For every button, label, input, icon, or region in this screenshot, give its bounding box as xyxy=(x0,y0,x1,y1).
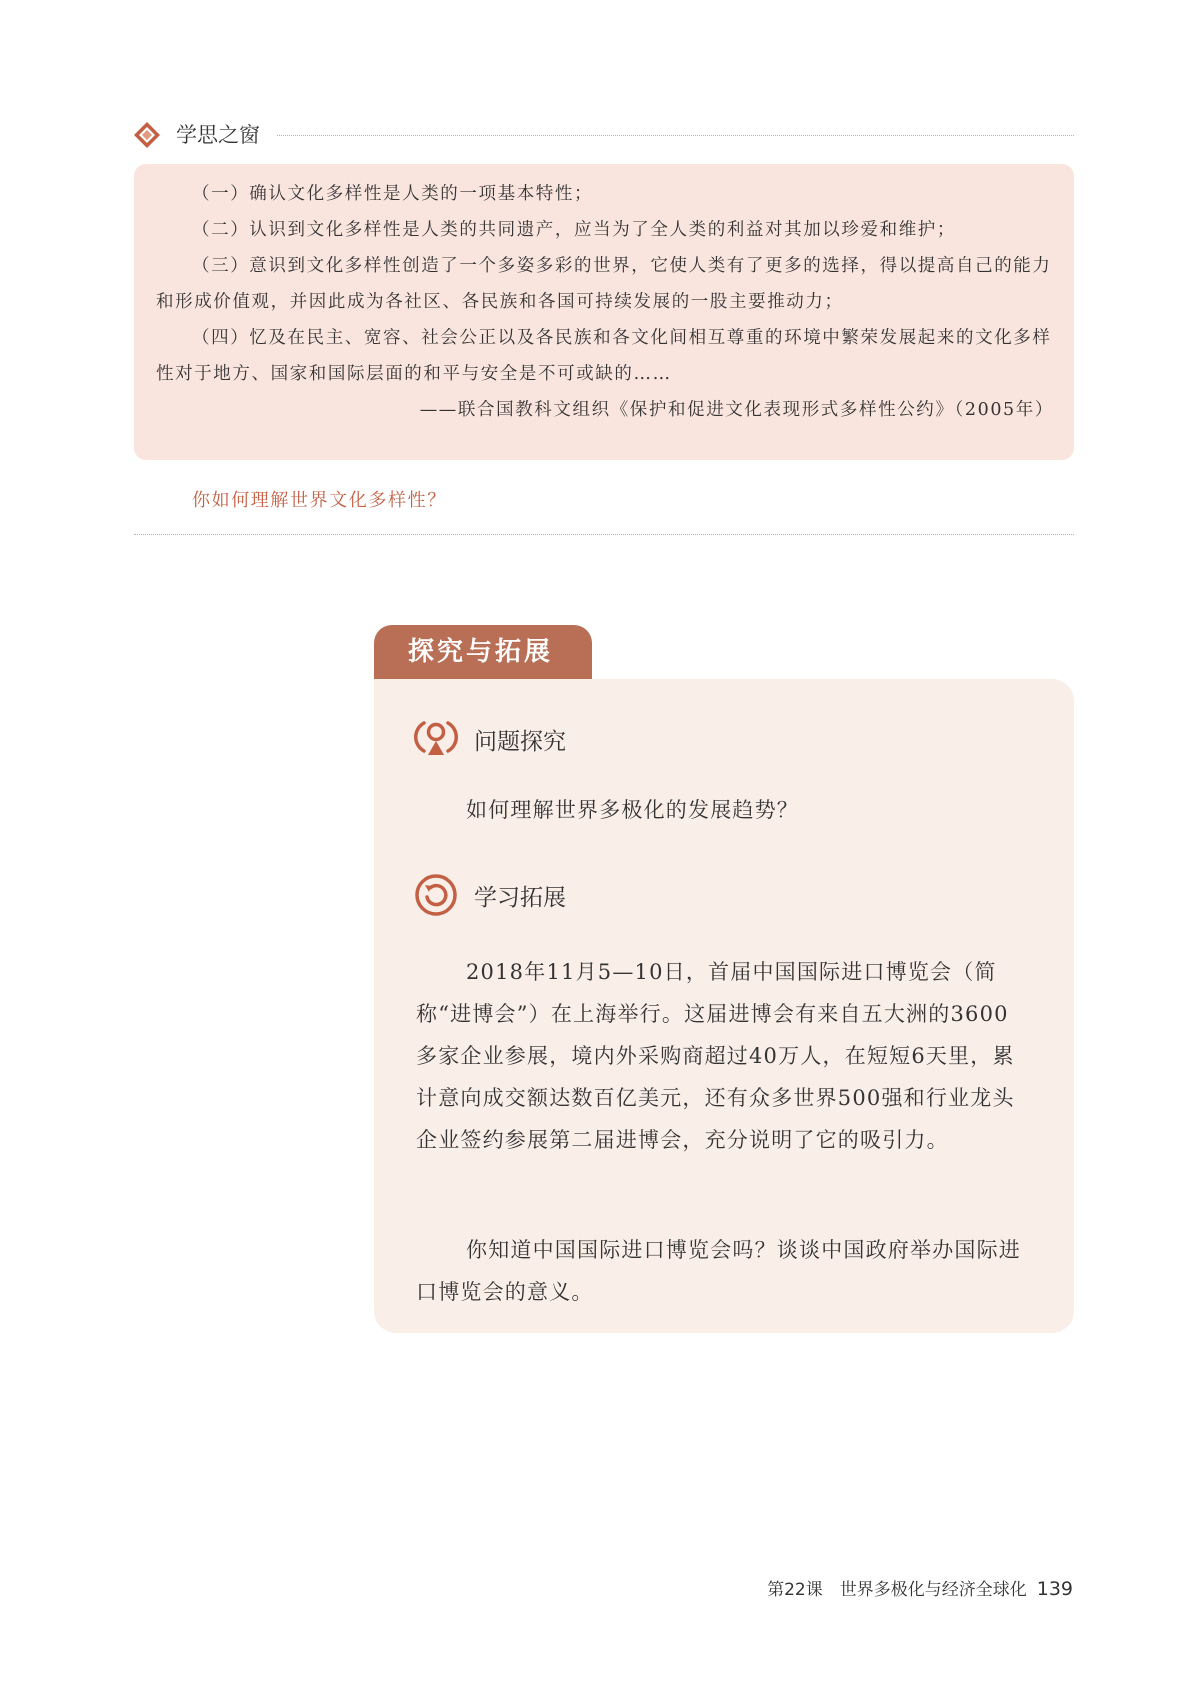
reflection-question: 你如何理解世界文化多样性？ xyxy=(192,490,447,511)
dotted-rule xyxy=(277,135,1074,136)
quote-item-3: （三）意识到文化多样性创造了一个多姿多彩的世界，它使人类有了更多的选择，得以提高自己的能力和形成价值观，并因此成为各社区、各民族和各国可持续发展的一股主要推动力； xyxy=(156,256,1052,312)
explore-tab: 探究与拓展 xyxy=(374,625,592,679)
page-footer xyxy=(767,1575,1073,1600)
diamond-icon xyxy=(134,122,160,148)
explore-panel xyxy=(374,679,1074,1333)
lesson-title: 第22课 世界多极化与经济全球化 xyxy=(767,1580,1027,1600)
extension-heading: 学习拓展 xyxy=(474,885,566,911)
dotted-divider xyxy=(134,534,1074,535)
quote-source: ——联合国教科文组织《保护和促进文化表现形式多样性公约》（2005年） xyxy=(419,400,1054,420)
section-header xyxy=(134,118,1074,152)
extension-paragraph: 2018年11月5—10日，首届中国国际进口博览会（简称“进博会”）在上海举行。这届进博会有来自五大洲的3600多家企业参展，境内外采购商超过40万人，在短短6天里，累计意向成交额达数百亿美元，还有众多世界500强和行业龙头企业签约参展第二届进博会，充分说明了它的吸引力。 xyxy=(416,960,1015,1152)
quote-item-4: （四）忆及在民主、宽容、社会公正以及各民族和各文化间相互尊重的环境中繁荣发展起来的文化多样性对于地方、国家和国际层面的和平与安全是不可或缺的…… xyxy=(156,328,1052,384)
section-title: 学思之窗 xyxy=(176,123,260,147)
refresh-icon xyxy=(414,873,458,917)
problem-text: 如何理解世界多极化的发展趋势？ xyxy=(466,798,799,822)
signal-tower-icon xyxy=(414,715,458,759)
quote-box xyxy=(134,164,1074,460)
quote-item-2: （二）认识到文化多样性是人类的共同遗产，应当为了全人类的利益对其加以珍爱和维护； xyxy=(192,220,956,240)
page-number: 139 xyxy=(1036,1578,1073,1600)
extension-prompt: 你知道中国国际进口博览会吗？谈谈中国政府举办国际进口博览会的意义。 xyxy=(416,1238,1021,1304)
quote-item-1: （一）确认文化多样性是人类的一项基本特性； xyxy=(192,184,594,204)
problem-heading: 问题探究 xyxy=(474,729,566,755)
